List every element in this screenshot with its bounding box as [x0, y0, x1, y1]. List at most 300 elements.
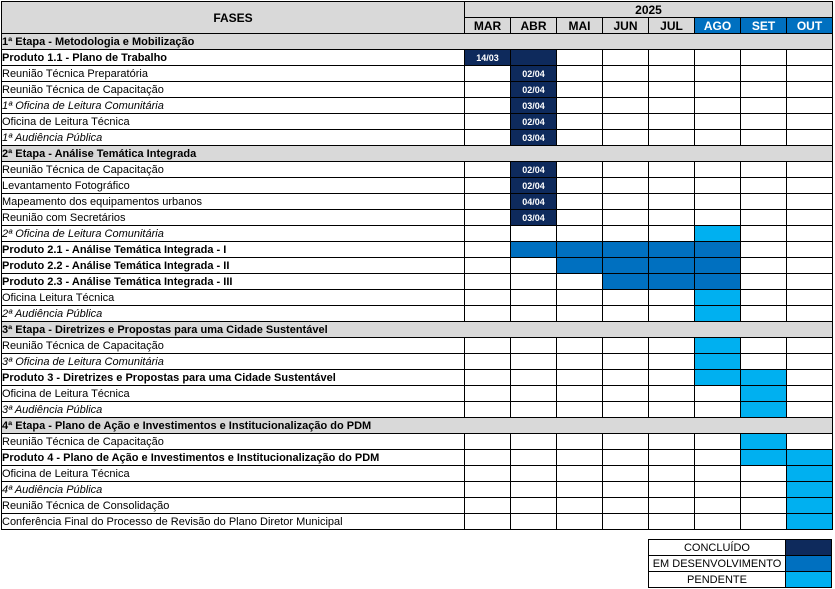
stage-row [2, 322, 833, 338]
schedule-cell-empty [649, 162, 695, 178]
schedule-cell-empty [465, 450, 511, 466]
schedule-cell-empty [741, 210, 787, 226]
task-row [2, 498, 833, 514]
schedule-cell-empty [511, 306, 557, 322]
schedule-cell-empty [649, 82, 695, 98]
schedule-cell-empty [787, 386, 833, 402]
schedule-cell-empty [603, 114, 649, 130]
schedule-cell-empty [511, 434, 557, 450]
schedule-cell-concluido: 02/04 [511, 178, 557, 194]
schedule-cell-empty [465, 162, 511, 178]
schedule-cell-empty [511, 402, 557, 418]
schedule-cell-empty [511, 514, 557, 530]
schedule-cell-empty [511, 498, 557, 514]
schedule-cell-empty [741, 114, 787, 130]
schedule-cell-empty [465, 114, 511, 130]
month-header-out: OUT [787, 18, 833, 34]
schedule-cell-concluido: 03/04 [511, 98, 557, 114]
month-header-mar: MAR [465, 18, 511, 34]
task-row [2, 450, 833, 466]
legend [648, 539, 832, 588]
task-name: Oficina de Leitura Técnica [2, 466, 465, 482]
schedule-cell-pendente [787, 450, 833, 466]
schedule-cell-empty [465, 66, 511, 82]
schedule-cell-empty [465, 354, 511, 370]
task-name: 1ª Audiência Pública [2, 130, 465, 146]
schedule-cell-empty [695, 482, 741, 498]
schedule-cell-empty [557, 466, 603, 482]
schedule-cell-empty [649, 50, 695, 66]
schedule-cell-concluido: 02/04 [511, 162, 557, 178]
schedule-cell-empty [557, 514, 603, 530]
stage-row [2, 418, 833, 434]
schedule-cell-empty [695, 514, 741, 530]
task-row [2, 178, 833, 194]
schedule-cell-empty [465, 386, 511, 402]
schedule-cell-empty [557, 434, 603, 450]
schedule-cell-empty [603, 466, 649, 482]
schedule-cell-empty [695, 66, 741, 82]
schedule-cell-empty [649, 386, 695, 402]
schedule-cell-desenvolvimento [603, 274, 649, 290]
schedule-cell-empty [603, 434, 649, 450]
schedule-cell-desenvolvimento [603, 258, 649, 274]
schedule-cell-pendente [741, 386, 787, 402]
legend-swatch [786, 540, 832, 556]
schedule-cell-empty [465, 226, 511, 242]
schedule-cell-empty [557, 194, 603, 210]
schedule-cell-empty [465, 178, 511, 194]
task-name: Reunião Técnica de Capacitação [2, 162, 465, 178]
schedule-cell-empty [741, 50, 787, 66]
schedule-cell-empty [741, 354, 787, 370]
schedule-cell-empty [695, 194, 741, 210]
schedule-cell-empty [557, 450, 603, 466]
schedule-cell-pendente [695, 306, 741, 322]
fases-header: FASES [2, 2, 465, 34]
schedule-cell-empty [465, 498, 511, 514]
task-name: Oficina de Leitura Técnica [2, 386, 465, 402]
schedule-cell-empty [557, 130, 603, 146]
schedule-cell-empty [603, 370, 649, 386]
task-row [2, 98, 833, 114]
task-row [2, 226, 833, 242]
task-name: Conferência Final do Processo de Revisão do Plano Diretor Municipal [2, 514, 465, 530]
schedule-cell-empty [511, 258, 557, 274]
task-name: 2ª Audiência Pública [2, 306, 465, 322]
schedule-cell-empty [787, 274, 833, 290]
schedule-cell-empty [465, 194, 511, 210]
stage-title: 2ª Etapa - Análise Temática Integrada [2, 146, 833, 162]
task-name: 2ª Oficina de Leitura Comunitária [2, 226, 465, 242]
task-row [2, 306, 833, 322]
schedule-cell-empty [603, 290, 649, 306]
schedule-cell-empty [603, 402, 649, 418]
schedule-cell-empty [649, 482, 695, 498]
schedule-cell-empty [557, 290, 603, 306]
schedule-cell-empty [741, 514, 787, 530]
task-name: Reunião Técnica Preparatória [2, 66, 465, 82]
month-header-abr: ABR [511, 18, 557, 34]
schedule-cell-empty [603, 514, 649, 530]
schedule-cell-empty [557, 498, 603, 514]
schedule-cell-pendente [787, 514, 833, 530]
schedule-cell-empty [557, 210, 603, 226]
schedule-cell-empty [649, 130, 695, 146]
schedule-cell-empty [465, 466, 511, 482]
task-row [2, 162, 833, 178]
task-name: 1ª Oficina de Leitura Comunitária [2, 98, 465, 114]
legend-label: CONCLUÍDO [649, 540, 786, 556]
task-name: Produto 2.3 - Análise Temática Integrada - III [2, 274, 465, 290]
schedule-cell-empty [787, 258, 833, 274]
schedule-cell-concluido: 14/03 [465, 50, 511, 66]
schedule-cell-empty [603, 50, 649, 66]
legend-swatch [786, 556, 832, 572]
schedule-cell-empty [787, 66, 833, 82]
month-header-jul: JUL [649, 18, 695, 34]
schedule-cell-empty [695, 130, 741, 146]
stage-title: 1ª Etapa - Metodologia e Mobilização [2, 34, 833, 50]
schedule-cell-empty [649, 450, 695, 466]
schedule-cell-empty [787, 290, 833, 306]
schedule-cell-pendente [695, 338, 741, 354]
schedule-cell-empty [511, 450, 557, 466]
schedule-cell-empty [695, 466, 741, 482]
schedule-cell-empty [603, 450, 649, 466]
schedule-cell-empty [465, 402, 511, 418]
schedule-cell-pendente [787, 498, 833, 514]
schedule-cell-empty [695, 162, 741, 178]
schedule-cell-empty [465, 98, 511, 114]
schedule-cell-empty [557, 306, 603, 322]
task-name: Reunião Técnica de Consolidação [2, 498, 465, 514]
task-row [2, 274, 833, 290]
schedule-cell-empty [787, 402, 833, 418]
schedule-cell-empty [741, 162, 787, 178]
schedule-cell-empty [511, 370, 557, 386]
schedule-cell-desenvolvimento [603, 242, 649, 258]
schedule-cell-empty [695, 210, 741, 226]
task-name: Reunião Técnica de Capacitação [2, 338, 465, 354]
schedule-cell-empty [649, 498, 695, 514]
schedule-cell-pendente [741, 402, 787, 418]
task-row [2, 338, 833, 354]
legend-item [649, 556, 832, 572]
schedule-cell-desenvolvimento [649, 274, 695, 290]
schedule-cell-desenvolvimento [557, 242, 603, 258]
schedule-cell-empty [557, 386, 603, 402]
schedule-cell-empty [511, 338, 557, 354]
schedule-cell-empty [511, 354, 557, 370]
schedule-cell-desenvolvimento [695, 242, 741, 258]
task-name: Oficina de Leitura Técnica [2, 114, 465, 130]
schedule-cell-empty [511, 290, 557, 306]
task-row [2, 482, 833, 498]
schedule-cell-empty [465, 274, 511, 290]
task-row [2, 130, 833, 146]
schedule-cell-pendente [695, 370, 741, 386]
task-name: Reunião Técnica de Capacitação [2, 434, 465, 450]
task-name: Levantamento Fotográfico [2, 178, 465, 194]
schedule-cell-empty [465, 338, 511, 354]
stage-title: 4ª Etapa - Plano de Ação e Investimentos e Institucionalização do PDM [2, 418, 833, 434]
schedule-cell-empty [557, 338, 603, 354]
schedule-cell-empty [695, 82, 741, 98]
schedule-cell-empty [557, 274, 603, 290]
task-name: Produto 2.2 - Análise Temática Integrada - II [2, 258, 465, 274]
schedule-cell-empty [557, 178, 603, 194]
schedule-cell-empty [649, 66, 695, 82]
schedule-cell-empty [787, 242, 833, 258]
header-row-year [2, 2, 833, 18]
schedule-cell-empty [465, 82, 511, 98]
schedule-cell-empty [557, 226, 603, 242]
schedule-cell-empty [465, 306, 511, 322]
schedule-cell-empty [557, 82, 603, 98]
schedule-cell-empty [741, 226, 787, 242]
schedule-cell-empty [603, 82, 649, 98]
schedule-cell-empty [557, 114, 603, 130]
task-name: Produto 1.1 - Plano de Trabalho [2, 50, 465, 66]
task-name: Oficina Leitura Técnica [2, 290, 465, 306]
schedule-cell-empty [649, 338, 695, 354]
task-row [2, 370, 833, 386]
legend-item [649, 572, 832, 588]
schedule-cell-empty [741, 338, 787, 354]
task-name: 3ª Oficina de Leitura Comunitária [2, 354, 465, 370]
schedule-cell-empty [741, 290, 787, 306]
schedule-cell-empty [741, 498, 787, 514]
schedule-cell-empty [603, 98, 649, 114]
schedule-cell-empty [695, 98, 741, 114]
schedule-cell-empty [465, 210, 511, 226]
schedule-cell-empty [603, 178, 649, 194]
schedule-cell-empty [511, 482, 557, 498]
schedule-cell-empty [557, 50, 603, 66]
schedule-cell-empty [741, 130, 787, 146]
schedule-cell-empty [787, 178, 833, 194]
schedule-cell-empty [741, 306, 787, 322]
schedule-cell-desenvolvimento [649, 242, 695, 258]
schedule-cell-empty [695, 50, 741, 66]
schedule-cell-empty [741, 178, 787, 194]
month-header-ago: AGO [695, 18, 741, 34]
schedule-cell-empty [787, 194, 833, 210]
month-header-mai: MAI [557, 18, 603, 34]
task-name: Produto 3 - Diretrizes e Propostas para uma Cidade Sustentável [2, 370, 465, 386]
task-name: Mapeamento dos equipamentos urbanos [2, 194, 465, 210]
schedule-cell-empty [511, 466, 557, 482]
schedule-cell-empty [649, 402, 695, 418]
schedule-cell-empty [741, 258, 787, 274]
task-row [2, 354, 833, 370]
schedule-cell-empty [649, 98, 695, 114]
schedule-cell-empty [557, 98, 603, 114]
schedule-cell-empty [649, 194, 695, 210]
schedule-cell-pendente [695, 354, 741, 370]
task-name: Produto 4 - Plano de Ação e Investimentos e Institucionalização do PDM [2, 450, 465, 466]
schedule-cell-empty [741, 274, 787, 290]
task-row [2, 386, 833, 402]
task-row [2, 66, 833, 82]
schedule-cell-desenvolvimento [695, 258, 741, 274]
schedule-cell-empty [465, 242, 511, 258]
schedule-cell-empty [787, 338, 833, 354]
schedule-cell-concluido: 03/04 [511, 210, 557, 226]
schedule-cell-empty [603, 306, 649, 322]
schedule-cell-empty [649, 226, 695, 242]
task-row [2, 82, 833, 98]
schedule-cell-empty [741, 98, 787, 114]
schedule-cell-empty [603, 354, 649, 370]
schedule-cell-empty [465, 370, 511, 386]
task-row [2, 290, 833, 306]
schedule-cell-empty [603, 386, 649, 402]
schedule-cell-empty [603, 66, 649, 82]
schedule-cell-empty [557, 162, 603, 178]
task-name: 4ª Audiência Pública [2, 482, 465, 498]
task-row [2, 258, 833, 274]
schedule-cell-empty [787, 98, 833, 114]
schedule-cell-pendente [695, 290, 741, 306]
schedule-cell-empty [695, 434, 741, 450]
schedule-cell-empty [649, 114, 695, 130]
schedule-cell-empty [787, 306, 833, 322]
task-row [2, 466, 833, 482]
schedule-cell-empty [603, 130, 649, 146]
task-row [2, 210, 833, 226]
schedule-cell-empty [741, 242, 787, 258]
schedule-cell-concluido [511, 50, 557, 66]
task-name: Reunião Técnica de Capacitação [2, 82, 465, 98]
task-row [2, 434, 833, 450]
schedule-cell-empty [603, 498, 649, 514]
month-header-set: SET [741, 18, 787, 34]
schedule-cell-empty [787, 50, 833, 66]
schedule-cell-empty [787, 226, 833, 242]
task-row [2, 242, 833, 258]
schedule-cell-desenvolvimento [649, 258, 695, 274]
schedule-cell-pendente [741, 370, 787, 386]
schedule-cell-empty [695, 178, 741, 194]
schedule-cell-empty [603, 226, 649, 242]
stage-title: 3ª Etapa - Diretrizes e Propostas para uma Cidade Sustentável [2, 322, 833, 338]
task-row [2, 194, 833, 210]
schedule-cell-empty [695, 402, 741, 418]
schedule-cell-empty [557, 354, 603, 370]
schedule-cell-empty [695, 114, 741, 130]
schedule-cell-empty [787, 82, 833, 98]
task-row [2, 514, 833, 530]
schedule-table [1, 1, 833, 530]
schedule-cell-empty [603, 210, 649, 226]
schedule-cell-empty [465, 482, 511, 498]
schedule-cell-empty [649, 354, 695, 370]
schedule-cell-empty [649, 514, 695, 530]
schedule-cell-empty [787, 370, 833, 386]
schedule-cell-empty [695, 450, 741, 466]
schedule-cell-empty [787, 210, 833, 226]
task-row [2, 402, 833, 418]
task-name: Produto 2.1 - Análise Temática Integrada - I [2, 242, 465, 258]
schedule-cell-empty [465, 514, 511, 530]
schedule-cell-empty [557, 482, 603, 498]
month-header-jun: JUN [603, 18, 649, 34]
schedule-cell-empty [511, 274, 557, 290]
task-row [2, 114, 833, 130]
task-name: Reunião com Secretários [2, 210, 465, 226]
schedule-cell-empty [787, 162, 833, 178]
year-header: 2025 [465, 2, 833, 18]
schedule-cell-empty [603, 194, 649, 210]
schedule-cell-empty [787, 130, 833, 146]
schedule-body [2, 34, 833, 530]
schedule-cell-empty [557, 370, 603, 386]
schedule-cell-empty [741, 466, 787, 482]
task-name: 3ª Audiência Pública [2, 402, 465, 418]
schedule-cell-empty [695, 386, 741, 402]
task-row [2, 50, 833, 66]
schedule-cell-concluido: 02/04 [511, 82, 557, 98]
legend-item [649, 540, 832, 556]
schedule-cell-empty [649, 306, 695, 322]
schedule-cell-concluido: 02/04 [511, 66, 557, 82]
schedule-cell-empty [649, 290, 695, 306]
schedule-cell-empty [603, 162, 649, 178]
schedule-cell-empty [557, 402, 603, 418]
schedule-cell-empty [465, 130, 511, 146]
schedule-cell-pendente [741, 450, 787, 466]
schedule-cell-empty [649, 370, 695, 386]
schedule-cell-empty [511, 386, 557, 402]
schedule-cell-empty [649, 210, 695, 226]
schedule-cell-concluido: 03/04 [511, 130, 557, 146]
schedule-cell-pendente [695, 226, 741, 242]
schedule-cell-empty [603, 482, 649, 498]
stage-row [2, 146, 833, 162]
schedule-cell-empty [603, 338, 649, 354]
legend-swatch [786, 572, 832, 588]
schedule-cell-empty [741, 82, 787, 98]
schedule-cell-empty [787, 114, 833, 130]
schedule-cell-pendente [787, 466, 833, 482]
schedule-cell-empty [649, 434, 695, 450]
schedule-cell-desenvolvimento [695, 274, 741, 290]
schedule-cell-empty [787, 354, 833, 370]
schedule-cell-empty [511, 226, 557, 242]
schedule-cell-empty [649, 466, 695, 482]
schedule-cell-concluido: 02/04 [511, 114, 557, 130]
schedule-cell-desenvolvimento [557, 258, 603, 274]
schedule-cell-pendente [741, 434, 787, 450]
schedule-cell-empty [465, 434, 511, 450]
legend-label: PENDENTE [649, 572, 786, 588]
stage-row [2, 34, 833, 50]
schedule-cell-empty [695, 498, 741, 514]
schedule-cell-concluido: 04/04 [511, 194, 557, 210]
schedule-cell-pendente [787, 482, 833, 498]
schedule-cell-empty [557, 66, 603, 82]
schedule-cell-desenvolvimento [511, 242, 557, 258]
schedule-cell-empty [465, 290, 511, 306]
schedule-cell-empty [741, 482, 787, 498]
schedule-cell-empty [741, 194, 787, 210]
schedule-cell-empty [741, 66, 787, 82]
schedule-cell-empty [649, 178, 695, 194]
schedule-cell-empty [787, 434, 833, 450]
schedule-cell-empty [465, 258, 511, 274]
